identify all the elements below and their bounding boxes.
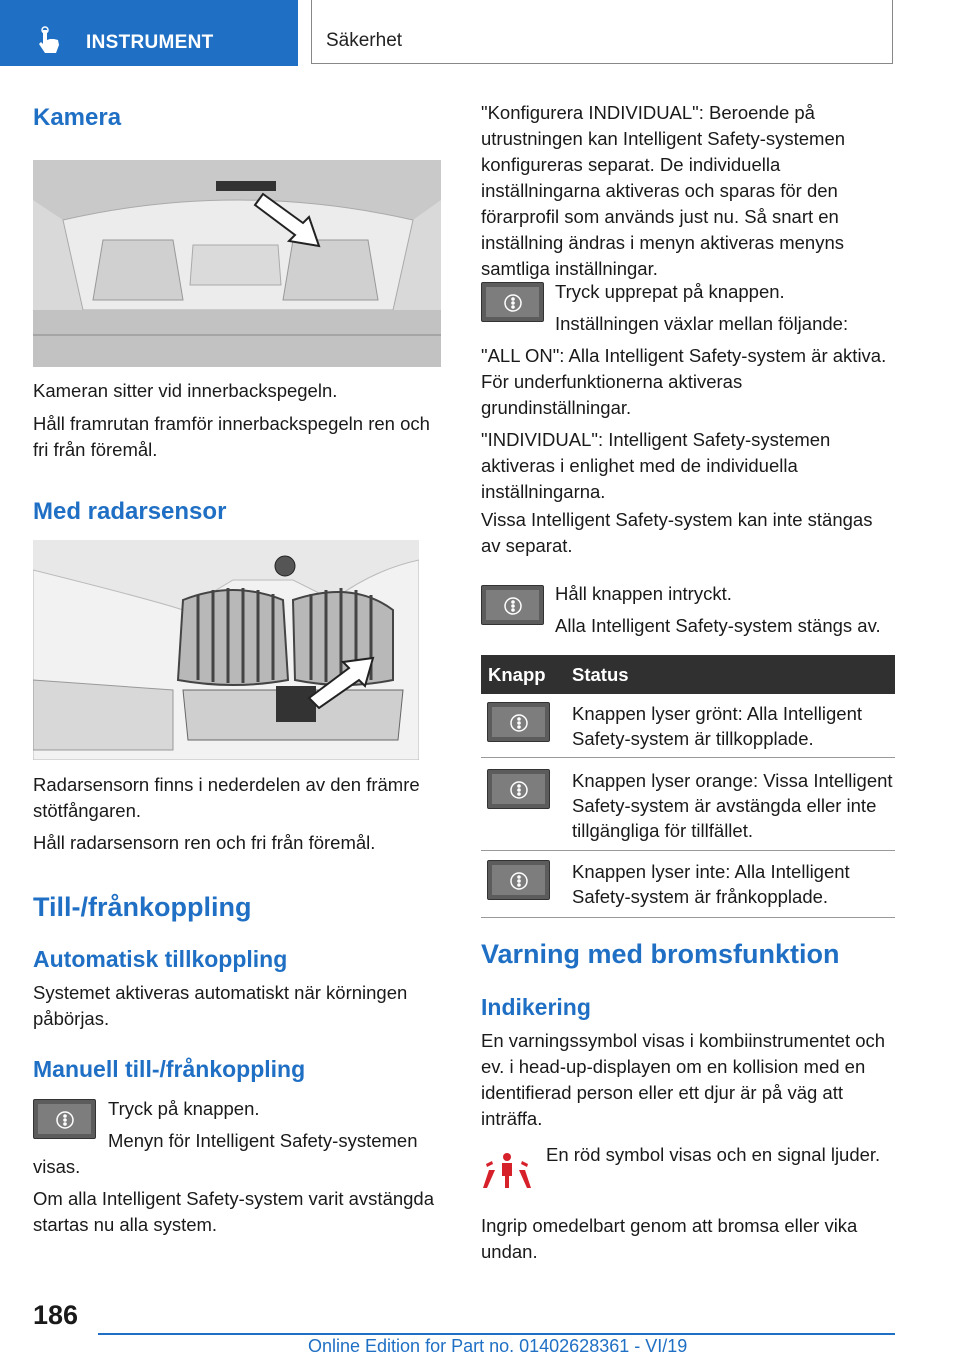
- step1-text-a: Tryck upprepat på knappen.: [555, 281, 785, 302]
- red-symbol-text: En röd symbol visas och en signal ljuder.: [546, 1144, 881, 1165]
- camera-paragraph-1: Kameran sitter vid innerbackspegeln.: [33, 380, 338, 401]
- status-table-header: [481, 655, 895, 694]
- some-paragraph: Vissa Intelligent Safety-system kan inte stängas av separat.: [481, 509, 873, 556]
- manual-heading: Manuell till-/frånkoppling: [33, 1056, 306, 1082]
- manual-paragraph-2: Om alla Intelligent Safety-system varit avstängda startas nu alla system.: [33, 1188, 435, 1235]
- radar-paragraph-2: Håll radarsensorn ren och fri från föremål.: [33, 832, 376, 853]
- table-cell-button: [481, 758, 570, 851]
- indication-heading: Indikering: [481, 994, 591, 1020]
- safety-button-icon: [509, 871, 529, 891]
- camera-heading: Kamera: [33, 104, 122, 131]
- safety-button-icon: [509, 780, 529, 800]
- table-row: [481, 851, 895, 918]
- table-cell-status: Knappen lyser inte: Alla Intelligent Safety-system är frånkopplade.: [570, 851, 895, 918]
- safety-button-image: [487, 860, 550, 900]
- status-table: [481, 655, 895, 918]
- radar-heading: Med radarsensor: [33, 498, 227, 525]
- table-cell-button: [481, 694, 570, 758]
- auto-heading: Automatisk tillkoppling: [33, 946, 288, 972]
- safety-button-icon: [55, 1110, 75, 1130]
- safety-button-icon: [509, 713, 529, 733]
- section-label: Säkerhet: [326, 30, 403, 51]
- page-number: 186: [33, 1300, 79, 1330]
- table-row: [481, 758, 895, 851]
- safety-button-icon: [503, 293, 523, 313]
- step1-text-b: Inställningen växlar mellan följande:: [555, 313, 849, 334]
- safety-button-image: [487, 702, 550, 742]
- collision-warning-icon: [481, 1148, 533, 1192]
- individual-paragraph: "INDIVIDUAL": Intelligent Safety-systemen aktiveras i enlighet med de individuella inställningarna.: [481, 429, 831, 502]
- warning-heading: Varning med bromsfunktion: [481, 939, 840, 969]
- table-row: [481, 694, 895, 758]
- footer-divider: [98, 1333, 895, 1335]
- table-cell-button: [481, 851, 570, 918]
- step2-text-b: Alla Intelligent Safety-system stängs av.: [555, 615, 881, 636]
- indication-paragraph: En varningssymbol visas i kombiinstrumentet och ev. i head-up-displayen om en kollision med en identifierad person eller ett djur är på väg att inträffa.: [481, 1030, 886, 1129]
- toggle-heading: Till-/frånkoppling: [33, 892, 252, 922]
- manual-step: Tryck på knappen.: [108, 1098, 260, 1119]
- table-cell-status: Knappen lyser orange: Vissa Intelligent Safety-system är avstängda eller inte tillgängliga för tillfället.: [570, 758, 895, 851]
- footer-edition: Online Edition for Part no. 01402628361 - VI/19: [308, 1336, 688, 1356]
- safety-button-image: [487, 769, 550, 809]
- allon-paragraph: "ALL ON": Alla Intelligent Safety-system är aktiva. För underfunktionerna aktiveras grundinställningar.: [481, 345, 887, 418]
- chapter-label: INSTRUMENT: [86, 32, 214, 53]
- table-cell-status: Knappen lyser grönt: Alla Intelligent Safety-system är tillkopplade.: [570, 694, 895, 758]
- column-header-button: Knapp: [481, 655, 570, 694]
- config-paragraph: "Konfigurera INDIVIDUAL": Beroende på utrustningen kan Intelligent Safety-systemen konfigureras separat. De individuella inställningarna aktiveras och sparas för den förarprofil som används just nu. Så snart en inställning ändras i menyn aktiveras menyns samtliga inställningar.: [481, 102, 846, 279]
- hand-touch-icon: [34, 26, 64, 56]
- radar-photo: [33, 540, 419, 760]
- chapter-tab[interactable]: [0, 0, 298, 66]
- column-header-status: Status: [570, 655, 895, 694]
- step2-text-a: Håll knappen intryckt.: [555, 583, 732, 604]
- camera-photo: [33, 160, 441, 367]
- safety-button-image: [481, 282, 544, 322]
- radar-paragraph-1: Radarsensorn finns i nederdelen av den främre stötfångaren.: [33, 774, 420, 821]
- safety-button-icon: [503, 596, 523, 616]
- section-header: [311, 0, 893, 64]
- auto-paragraph: Systemet aktiveras automatiskt när körningen påbörjas.: [33, 982, 408, 1029]
- camera-paragraph-2: Håll framrutan framför innerbackspegeln ren och fri från föremål.: [33, 413, 430, 460]
- manual-paragraph-1: Menyn för Intelligent Safety-systemen visas.: [33, 1130, 418, 1177]
- action-paragraph: Ingrip omedelbart genom att bromsa eller vika undan.: [481, 1215, 858, 1262]
- safety-button-image: [481, 585, 544, 625]
